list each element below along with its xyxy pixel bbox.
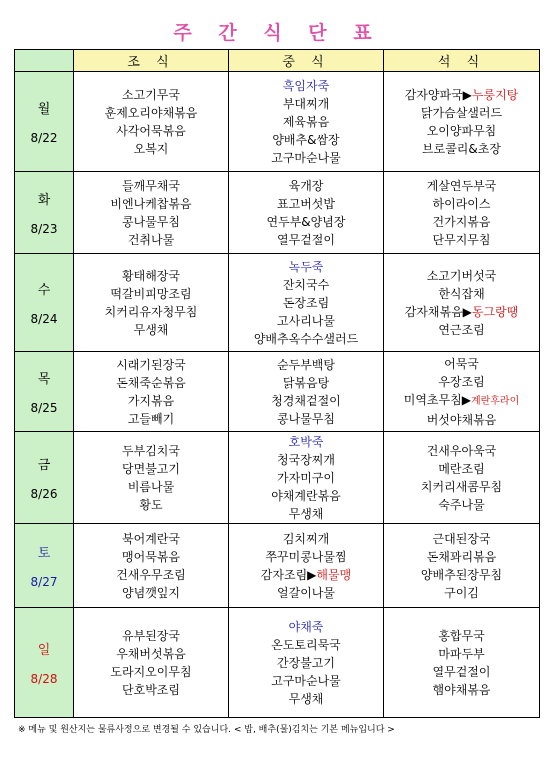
menu-item: 야채죽: [288, 619, 324, 634]
day-date: 8/23: [30, 222, 58, 236]
header-dinner: 석 식: [384, 50, 540, 72]
meal-cell-lunch: [229, 352, 384, 432]
menu-item: 하이라이스: [432, 196, 491, 211]
day-cell: [15, 608, 74, 718]
header-corner: [15, 50, 74, 72]
day-name: 화: [37, 193, 51, 208]
menu-item: 얼갈이나물: [277, 585, 335, 600]
menu-item: 흑임자죽: [282, 78, 330, 93]
menu-item: 시래기된장국: [116, 357, 186, 372]
menu-row: [15, 352, 540, 432]
menu-item: 어묵국: [444, 356, 479, 371]
menu-item: 마파두부: [438, 646, 485, 661]
menu-item: 버섯야채볶음: [426, 412, 497, 427]
menu-item: 쭈꾸미콩나물찜: [265, 549, 347, 564]
menu-item: 훈제오리야채볶음: [104, 105, 198, 120]
menu-item: 햄야채볶음: [432, 682, 491, 697]
menu-item: 비름나물: [127, 479, 175, 494]
menu-item: 브로콜리&초장: [422, 141, 501, 156]
menu-row: [15, 524, 540, 608]
day-date: 8/28: [30, 672, 58, 686]
meal-cell-lunch: [229, 72, 384, 172]
menu-item: 소고기무국: [122, 87, 180, 102]
meal-cell-dinner: [384, 172, 540, 254]
meal-cell-dinner: [384, 432, 540, 524]
day-cell: [15, 524, 74, 608]
menu-item: 단무지무침: [432, 232, 491, 247]
meal-cell-breakfast: [74, 432, 229, 524]
day-name: 일: [37, 643, 51, 658]
menu-item: 돈채꽈리볶음: [426, 549, 497, 564]
menu-item: 비엔나케찹볶음: [110, 196, 192, 211]
menu-item: 치커리새콤무침: [420, 479, 503, 494]
menu-item: 청국장찌개: [277, 452, 335, 467]
menu-item: 양배추된장무침: [420, 567, 503, 582]
menu-item: 숙주나물: [438, 497, 485, 512]
day-cell: [15, 352, 74, 432]
day-name: 목: [37, 372, 51, 387]
menu-item: 우채버섯볶음: [116, 646, 186, 661]
menu-item: 돈채죽순볶음: [116, 375, 186, 390]
menu-item: 녹두죽: [288, 259, 324, 274]
menu-item: 건취나물: [127, 232, 175, 247]
menu-item: 고사리나물: [277, 313, 335, 328]
day-date: 8/22: [30, 131, 58, 145]
menu-item: 떡갈비피망조림: [110, 286, 192, 301]
menu-item: 콩나물무침: [277, 411, 335, 426]
menu-item: 순두부백탕: [277, 357, 335, 372]
menu-item: 메란조림: [438, 461, 485, 476]
menu-item: 표고버섯밥: [277, 196, 335, 211]
menu-item: 건새우아욱국: [426, 443, 497, 458]
day-name: 토: [37, 546, 51, 561]
day-date: 8/25: [30, 401, 58, 415]
menu-item: 도라지오이무침: [110, 664, 192, 679]
menu-item: 콩나물무침: [122, 214, 180, 229]
menu-item: 미역초무침▶계란후라이: [403, 392, 520, 407]
meal-cell-breakfast: [74, 608, 229, 718]
menu-item: 닭가슴살샐러드: [420, 105, 503, 120]
menu-item: 돈장조림: [282, 295, 330, 310]
page-title: 주 간 식 단 표: [173, 22, 382, 44]
day-cell: [15, 172, 74, 254]
menu-item: 청경채겉절이: [271, 393, 341, 408]
menu-item: 온도토리묵국: [271, 637, 341, 652]
menu-item: 치커리유자청무침: [104, 304, 198, 319]
menu-item: 무생채: [288, 691, 324, 706]
menu-item: 홍합무국: [438, 628, 485, 643]
menu-item: 양배추&쌈장: [272, 132, 340, 147]
menu-item: 소고기버섯국: [426, 268, 497, 283]
menu-item: 사각어묵볶음: [116, 123, 186, 138]
menu-item: 감자조림▶해물맹: [260, 567, 352, 582]
menu-item: 구이김: [444, 585, 479, 600]
meal-cell-breakfast: [74, 352, 229, 432]
menu-item: 무생채: [133, 322, 169, 337]
menu-item: 야채계란볶음: [271, 488, 341, 503]
meal-cell-breakfast: [74, 524, 229, 608]
menu-item: 간장불고기: [277, 655, 335, 670]
menu-item: 열무겉절이: [277, 232, 335, 247]
menu-item: 부대찌개: [282, 96, 330, 111]
meal-cell-lunch: [229, 608, 384, 718]
menu-item: 북어계란국: [122, 531, 180, 546]
menu-item: 연근조림: [438, 322, 485, 337]
menu-item: 가자미구이: [277, 470, 335, 485]
meal-cell-lunch: [229, 254, 384, 352]
header-breakfast: 조 식: [74, 50, 229, 72]
meal-cell-dinner: [384, 524, 540, 608]
meal-cell-lunch: [229, 172, 384, 254]
menu-item: 한식잡채: [438, 286, 485, 301]
day-name: 수: [37, 283, 51, 298]
menu-row: [15, 72, 540, 172]
menu-item: 들깨무채국: [122, 178, 180, 193]
meal-cell-dinner: [384, 608, 540, 718]
menu-item: 오이양파무침: [426, 123, 497, 138]
weekly-menu-table: [14, 49, 540, 718]
day-cell: [15, 254, 74, 352]
menu-row: [15, 254, 540, 352]
menu-item: 제육볶음: [282, 114, 330, 129]
day-date: 8/27: [30, 575, 58, 589]
menu-item: 오복지: [133, 141, 169, 156]
menu-item: 단호박조림: [122, 682, 180, 697]
menu-item: 연두부&양념장: [266, 214, 346, 229]
menu-row: [15, 432, 540, 524]
menu-item: 무생채: [288, 506, 324, 521]
menu-item: 양배추옥수수샐러드: [253, 331, 359, 346]
meal-cell-dinner: [384, 72, 540, 172]
menu-item: 호박죽: [288, 434, 324, 449]
menu-item: 건새우무조림: [116, 567, 186, 582]
menu-item: 고들빼기: [127, 411, 175, 426]
menu-item: 당면불고기: [122, 461, 180, 476]
menu-body: [15, 72, 540, 718]
menu-item: 육개장: [288, 178, 324, 193]
menu-item: 고구마순나물: [271, 150, 341, 165]
menu-item: 양념깻잎지: [122, 585, 180, 600]
menu-item: 게살연두부국: [426, 178, 497, 193]
day-date: 8/26: [30, 487, 58, 501]
menu-item: 황도: [139, 497, 163, 512]
meal-cell-breakfast: [74, 172, 229, 254]
menu-item: 김치찌개: [282, 531, 330, 546]
day-date: 8/24: [30, 312, 58, 326]
meal-cell-dinner: [384, 254, 540, 352]
menu-item: 열무겉절이: [432, 664, 491, 679]
menu-item: 맹어묵볶음: [122, 549, 180, 564]
header-lunch: 중 식: [229, 50, 384, 72]
day-name: 월: [37, 102, 51, 117]
meal-cell-breakfast: [74, 254, 229, 352]
menu-item: 두부김치국: [122, 443, 180, 458]
meal-cell-breakfast: [74, 72, 229, 172]
meal-cell-dinner: [384, 352, 540, 432]
menu-row: [15, 172, 540, 254]
day-name: 금: [37, 458, 51, 473]
menu-item: 유부된장국: [122, 628, 180, 643]
meal-cell-lunch: [229, 432, 384, 524]
footer-note: ※ 메뉴 및 원산지는 물류사정으로 변경될 수 있습니다. < 밥, 배추(물)김치는 기본 메뉴입니다 >: [18, 725, 395, 735]
menu-item: 황태해장국: [122, 268, 180, 283]
menu-item: 고구마순나물: [271, 673, 341, 688]
menu-item: 잔치국수: [282, 277, 330, 292]
menu-item: 감자채볶음▶동그랑땡: [404, 304, 519, 319]
menu-item: 가지볶음: [127, 393, 175, 408]
menu-item: 건가지볶음: [432, 214, 491, 229]
meal-cell-lunch: [229, 524, 384, 608]
menu-item: 닭볶음탕: [282, 375, 330, 390]
menu-row: [15, 608, 540, 718]
menu-item: 근대된장국: [432, 531, 491, 546]
day-cell: [15, 432, 74, 524]
menu-item: 감자양파국▶누룽지탕: [404, 87, 519, 102]
day-cell: [15, 72, 74, 172]
menu-item: 우장조림: [438, 374, 485, 389]
